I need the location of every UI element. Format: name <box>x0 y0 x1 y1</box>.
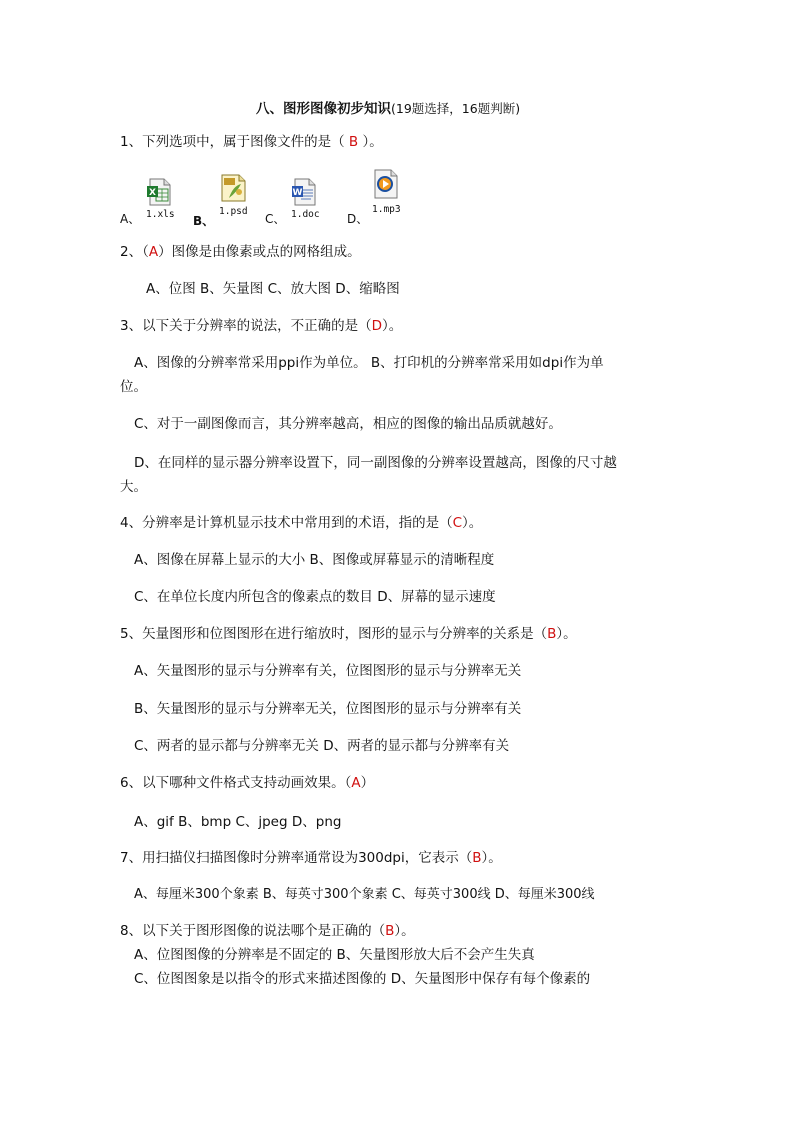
question-5-option-b: B、矢量图形的显示与分辨率无关，位图图形的显示与分辨率有关 <box>134 701 522 717</box>
file-name-xls: 1.xls <box>146 209 175 220</box>
question-1-text: 1、下列选项中，属于图像文件的是（ <box>120 134 345 150</box>
question-3-text: 3、以下关于分辨率的说法，不正确的是（ <box>120 318 372 334</box>
media-player-file-icon <box>371 168 401 200</box>
photoshop-file-icon <box>219 172 249 204</box>
answer-4: C <box>452 515 463 531</box>
question-6 <box>120 774 374 792</box>
question-3 <box>120 317 402 335</box>
svg-text:W: W <box>292 188 303 198</box>
answer-7: B <box>472 850 482 866</box>
svg-text:X: X <box>149 188 156 198</box>
answer-5: B <box>547 626 557 642</box>
question-3-option-d-cont: 大。 <box>120 479 147 495</box>
title-main: 八、图形图像初步知识 <box>256 101 391 117</box>
question-4-end: ）。 <box>462 515 483 531</box>
question-3-end: ）。 <box>382 318 403 334</box>
question-6-end: ） <box>360 775 375 791</box>
question-2 <box>120 243 361 261</box>
question-8 <box>120 922 415 940</box>
question-1-end: ）。 <box>362 134 383 150</box>
question-6-options: A、gif B、bmp C、jpeg D、png <box>134 814 342 830</box>
question-3-option-ab-cont: 位。 <box>120 379 147 395</box>
question-4-option-ab: A、图像在屏幕上显示的大小 B、图像或屏幕显示的清晰程度 <box>134 552 495 568</box>
question-6-text: 6、以下哪种文件格式支持动画效果。（ <box>120 775 352 791</box>
title-sub: (19题选择，16题判断) <box>391 101 521 116</box>
question-3-option-c: C、对于一副图像而言，其分辨率越高，相应的图像的输出品质就越好。 <box>134 416 562 432</box>
question-8-option-cd: C、位图图象是以指令的形式来描述图像的 D、矢量图形中保存有每个像素的 <box>134 971 591 987</box>
option-b-letter: B、 <box>193 214 215 228</box>
question-5-text: 5、矢量图形和位图图形在进行缩放时，图形的显示与分辨率的关系是（ <box>120 626 548 642</box>
word-file-icon <box>291 177 319 207</box>
option-c-letter: C、 <box>265 212 286 226</box>
question-8-option-ab: A、位图图像的分辨率是不固定的 B、矢量图形放大后不会产生失真 <box>134 947 535 963</box>
option-d-letter: D、 <box>347 212 369 226</box>
file-name-mp3: 1.mp3 <box>372 204 401 215</box>
question-2-options: A、位图 B、矢量图 C、放大图 D、缩略图 <box>146 281 400 297</box>
answer-1: B <box>348 134 359 150</box>
question-1 <box>120 133 383 151</box>
answer-8: B <box>385 923 395 939</box>
answer-3: D <box>371 318 382 334</box>
question-7-options: A、每厘米300个象素 B、每英寸300个象素 C、每英寸300线 D、每厘米300线 <box>134 887 595 902</box>
file-name-psd: 1.psd <box>219 206 248 217</box>
question-5-option-cd: C、两者的显示都与分辨率无关 D、两者的显示都与分辨率有关 <box>134 738 510 754</box>
excel-file-icon <box>146 177 174 207</box>
question-7-text: 7、用扫描仪扫描图像时分辨率通常设为300dpi，它表示（ <box>120 850 473 866</box>
question-5 <box>120 625 577 643</box>
question-7-end: ）。 <box>481 850 502 866</box>
answer-6: A <box>351 775 361 791</box>
question-5-end: ）。 <box>556 626 577 642</box>
question-8-text: 8、以下关于图形图像的说法哪个是正确的（ <box>120 923 386 939</box>
question-3-option-d: D、在同样的显示器分辨率设置下，同一副图像的分辨率设置越高，图像的尺寸越 <box>134 455 617 471</box>
question-4-option-cd: C、在单位长度内所包含的像素点的数目 D、屏幕的显示速度 <box>134 589 496 605</box>
option-a-letter: A、 <box>120 212 141 226</box>
question-2-text: ）图像是由像素或点的网格组成。 <box>158 244 361 260</box>
question-4 <box>120 514 482 532</box>
page-title <box>256 100 520 118</box>
question-2-start: 2、（ <box>120 244 149 260</box>
answer-2: A <box>148 244 159 260</box>
file-name-doc: 1.doc <box>291 209 320 220</box>
question-3-option-ab: A、图像的分辨率常采用ppi作为单位。 B、打印机的分辨率常采用如dpi作为单 <box>134 355 604 371</box>
question-4-text: 4、分辨率是计算机显示技术中常用到的术语，指的是（ <box>120 515 453 531</box>
question-8-end: ）。 <box>394 923 415 939</box>
question-5-option-a: A、矢量图形的显示与分辨率有关，位图图形的显示与分辨率无关 <box>134 663 522 679</box>
question-7 <box>120 849 502 867</box>
